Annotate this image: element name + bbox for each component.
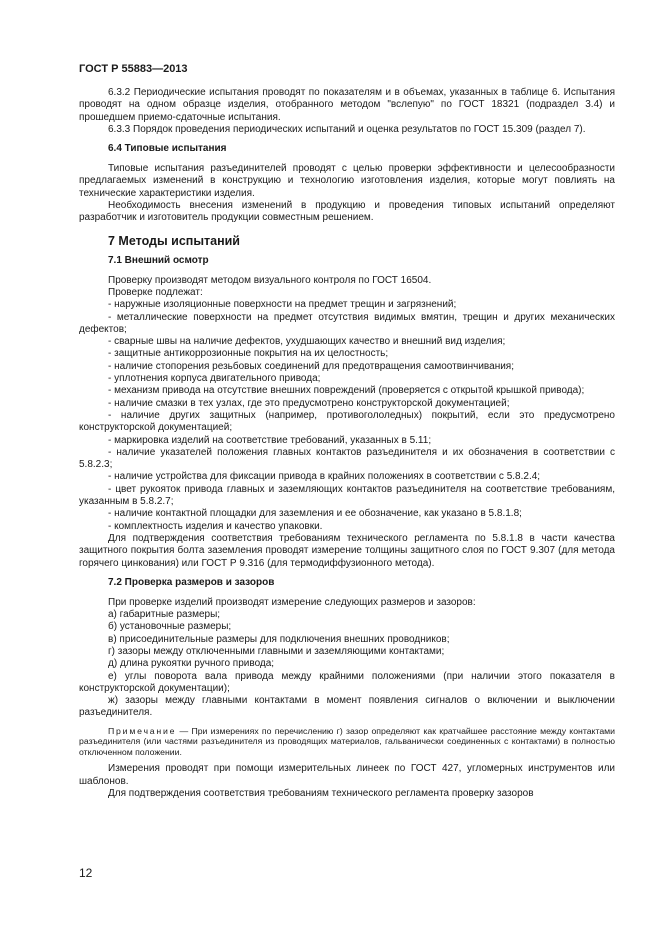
paragraph: д) длина рукоятки ручного привода;: [108, 658, 275, 670]
subsection-heading: 7.1 Внешний осмотр: [108, 254, 209, 266]
paragraph: Для подтверждения соответствия требованиям технического регламента проверку зазоров: [108, 787, 534, 799]
paragraph: Для подтверждения соответствия требованиям технического регламента по 5.8.1.8 в части качества защитного покрытия болта заземления проводят измерение толщины защитного слоя по ГОСТ 9.307 (для метода горячего цинкования) или ГОСТ Р 9.316 (для термодиффузионного метода).: [79, 532, 615, 569]
paragraph: - уплотнения корпуса двигательного привода;: [108, 373, 321, 385]
paragraph: е) углы поворота вала привода между крайними положениями (при наличии этого показателя в конструкторской документации);: [79, 670, 615, 694]
paragraph: - наличие контактной площадки для заземления и ее обозначение, как указано в 5.8.1.8;: [108, 508, 522, 520]
paragraph: г) зазоры между отключенными главными и заземляющими контактами;: [108, 645, 445, 657]
paragraph: - наружные изоляционные поверхности на предмет трещин и загрязнений;: [108, 299, 457, 311]
note: [79, 726, 615, 758]
paragraph: а) габаритные размеры;: [108, 609, 221, 621]
paragraph: б) установочные размеры;: [108, 621, 232, 633]
paragraph: - сварные швы на наличие дефектов, ухудшающих качество и внешний вид изделия;: [108, 336, 506, 348]
paragraph: - цвет рукояток привода главных и заземляющих контактов разъединителя на соответствие требованиям, указанным в 5.8.2.7;: [79, 483, 615, 508]
paragraph: Проверке подлежат:: [108, 286, 203, 298]
paragraph: - комплектность изделия и качество упаковки.: [108, 520, 323, 532]
note-text: — При измерениях по перечислению г) зазор определяют как кратчайшее расстояние между контактами разъединителя (или частями разъединителя из проводящих материалов, гальванически соединенных с контактами) в полностью отключенном положении.: [79, 725, 615, 757]
section-heading: 7 Методы испытаний: [108, 233, 240, 248]
paragraph: ж) зазоры между главными контактами в момент появления сигналов о включении и выключении разъединителя.: [79, 695, 615, 719]
paragraph: - механизм привода на отсутствие внешних повреждений (проверяется с открытой крышкой привода);: [108, 385, 585, 397]
paragraph: - наличие указателей положения главных контактов разъединителя и их обозначения в соответствии с 5.8.2.3;: [79, 446, 615, 471]
paragraph: - маркировка изделий на соответствие требований, указанных в 5.11;: [108, 434, 432, 446]
paragraph: - защитные антикоррозионные покрытия на их целостность;: [108, 348, 389, 360]
subsection-heading: 7.2 Проверка размеров и зазоров: [108, 576, 275, 588]
page-number: 12: [79, 866, 93, 880]
paragraph: - наличие устройства для фиксации привода в крайних положениях в соответствии с 5.8.2.4;: [108, 471, 541, 483]
paragraph: Измерения проводят при помощи измерительных линеек по ГОСТ 427, угломерных инструментов или шаблонов.: [79, 763, 615, 787]
paragraph: Проверку производят методом визуального контроля по ГОСТ 16504.: [108, 274, 432, 286]
paragraph: При проверке изделий производят измерение следующих размеров и зазоров:: [108, 596, 476, 608]
paragraph: - наличие других защитных (например, противогололедных) покрытий, если это предусмотрено конструкторской документацией;: [79, 409, 615, 434]
document-body: [79, 87, 615, 800]
paragraph: Необходимость внесения изменений в продукцию и проведения типовых испытаний определяют разработчик и изготовитель продукции совместным решением.: [79, 200, 615, 224]
paragraph: - наличие смазки в тех узлах, где это предусмотрено конструкторской документацией;: [108, 397, 510, 409]
paragraph: в) присоединительные размеры для подключения внешних проводников;: [108, 633, 450, 645]
subsection-heading: 6.4 Типовые испытания: [108, 143, 227, 155]
paragraph: Типовые испытания разъединителей проводят с целью проверки эффективности и целесообразности предлагаемых изменений в конструкцию и технологию изготовления изделия, которые могут повлиять на технические характеристики изделия.: [79, 163, 615, 199]
note-label: Примечание: [108, 725, 177, 736]
document-code: ГОСТ Р 55883—2013: [79, 63, 188, 75]
paragraph: 6.3.3 Порядок проведения периодических испытаний и оценка результатов по ГОСТ 15.309 (раздел 7).: [108, 123, 586, 135]
paragraph: - металлические поверхности на предмет отсутствия видимых вмятин, трещин и других механических дефектов;: [79, 311, 615, 335]
paragraph: 6.3.2 Периодические испытания проводят по показателям и в объемах, указанных в таблице 6. Испытания проводят на одном образце изделия, отобранного методом "вслепую" по ГОСТ 18321 (подраздел 3.4) и прошедшем приемо-сдаточные испытания.: [79, 87, 615, 123]
paragraph: - наличие стопорения резьбовых соединений для предотвращения самоотвинчивания;: [108, 360, 514, 372]
